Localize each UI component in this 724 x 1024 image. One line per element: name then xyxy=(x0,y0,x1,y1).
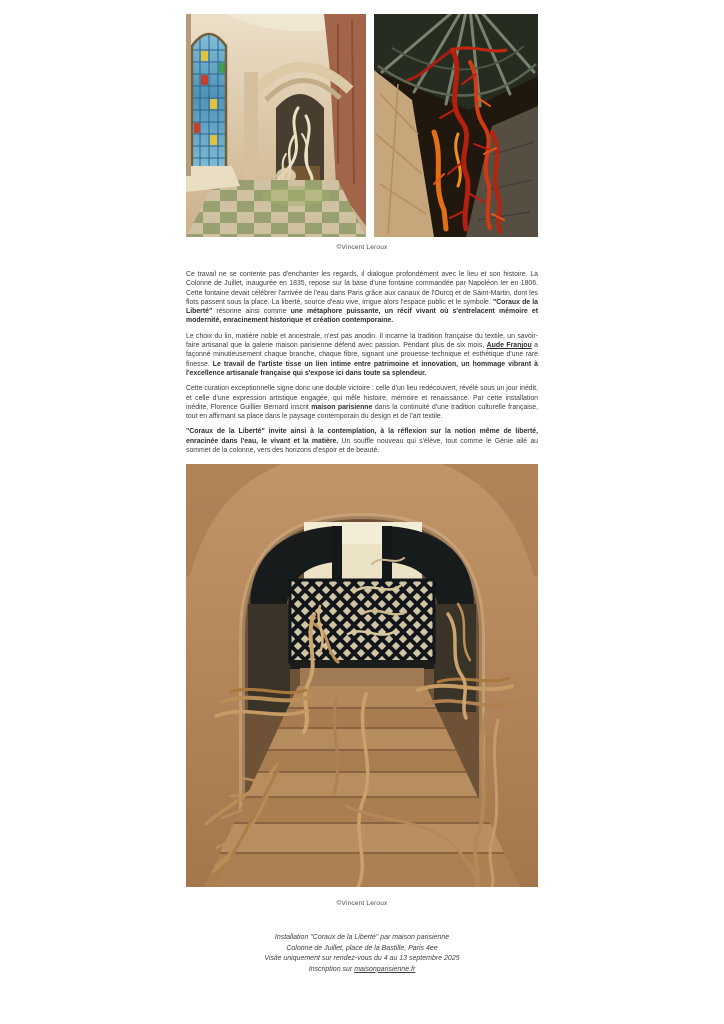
paragraph-3 xyxy=(186,384,538,421)
photo-credit-bottom: ©Vincent Leroux xyxy=(336,900,388,908)
p1-bold-title: "Coraux de la Liberté" xyxy=(186,298,538,316)
photo-credit-top: ©Vincent Leroux xyxy=(336,244,388,251)
p1-text: Ce travail ne se contente pas d'enchanter les regards, il dialogue profondément avec le lieu et son histoire. La Colonne de Juillet, inaugurée en 1835, repose sur la base d'une fontaine commandée par Napoléon Ier en 1806. Cette fontaine devait célébrer l'arrivée de l'eau dans Paris grâce aux canaux de l'Ourcq et de Saint-Martin, dont les flots passent sous la place. La liberté, source d'eau vive, irrigue alors l'espace public et le symbole. xyxy=(186,271,538,306)
p3-text: Cette curation exceptionnelle signe donc une double victoire : celle d'un lieu redécouvert, révélé sous un jour inédit, et celle d'une expression artistique engagée, qui mêle histoire, mémoire et renaissance. Par cette installation inédite, Florence Guillier Bernard inscrit xyxy=(186,385,538,411)
paragraph-2 xyxy=(186,332,538,378)
article-body xyxy=(186,270,538,455)
p3-text-2: dans la continuité d'une tradition culturelle française, tout en affirmant sa place dans le paysage contemporain du design et de l'art textile. xyxy=(186,403,538,421)
article-page xyxy=(186,0,538,975)
p2-bold-conclusion: Le travail de l'artiste tisse un lien intime entre patrimoine et innovation, un hommage vibrant à l'excellence artisanale française qui s'expose ici dans toute sa splendeur. xyxy=(186,360,538,377)
event-title: Installation "Coraux de la Liberté" par maison parisienne xyxy=(274,934,450,942)
p4-bold-invitation: "Coraux de la Liberté" invite ainsi à la contemplation, à la réflexion sur la notion même de liberté, enracinée dans l'eau, le vivant et la matière. xyxy=(186,428,538,445)
p2-text-2: a façonné minutieusement chaque branche, chaque fibre, signant une prouesse technique et esthétique d'une rare finesse. xyxy=(186,342,539,368)
p1-bold-metaphor: une métaphore puissante, un récif vivant où s'entrelacent mémoire et modernité, enracinement historique et création contemporaine. xyxy=(186,308,538,325)
paragraph-4 xyxy=(186,427,538,455)
event-dates: Visite uniquement sur rendez-vous du 4 au 13 septembre 2025 xyxy=(264,955,460,963)
registration-prefix: Inscription sur xyxy=(308,965,355,973)
paragraph-1 xyxy=(186,270,538,326)
photo-red-coral-dome xyxy=(374,14,538,237)
p4-text: Un souffle nouveau qui s'élève, tout comme le Génie ailé au sommet de la colonne, vers des horizons d'espoir et de beauté. xyxy=(186,437,538,455)
photo-staircase-coral xyxy=(186,464,538,887)
event-location: Colonne de Juillet, place de la Bastille, Paris 4ee xyxy=(286,944,438,952)
photo-chapel-interior xyxy=(186,14,366,237)
p1-text-2: résonne ainsi comme xyxy=(212,308,291,316)
stained-glass-window xyxy=(192,22,226,168)
event-details xyxy=(186,933,538,975)
p3-bold-brand: maison parisienne xyxy=(311,403,373,411)
maisonparisienne-link[interactable]: maisonparisienne.fr xyxy=(354,965,416,973)
photo-staircase-wrap xyxy=(186,464,538,887)
p2-text: Le choix du lin, matière noble et ancestrale, n'est pas anodin. Il incarne la tradition française du textile, un savoir-faire artisanal que la galerie maison parisienne défend avec passion. Pendant plus de six mois, xyxy=(186,332,538,350)
event-registration xyxy=(186,965,538,976)
aude-franjou-link[interactable]: Aude Franjou xyxy=(486,342,532,350)
photo-pair xyxy=(186,14,538,237)
